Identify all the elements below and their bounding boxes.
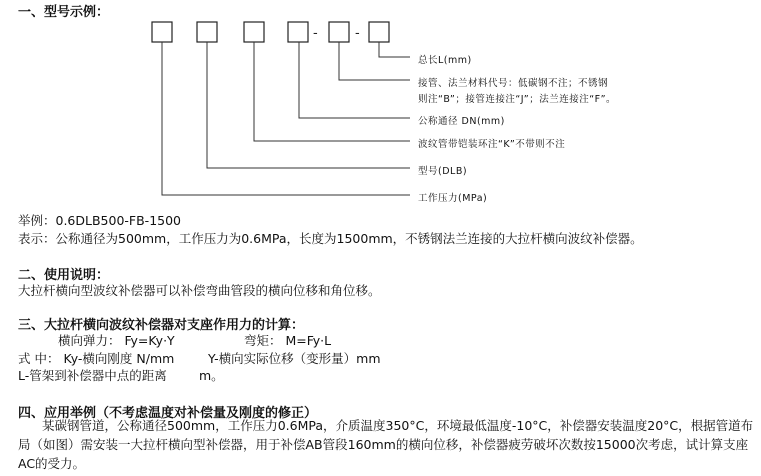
section-4-heading: 四、应用举例（不考虑温度对补偿量及刚度的修正） [18, 406, 318, 421]
code-box-material [329, 22, 349, 42]
dash-2: - [355, 26, 360, 41]
label-pressure: 工作压力(MPa) [418, 193, 488, 204]
section-2-heading: 二、使用说明： [18, 268, 110, 283]
legend-displacement: Y-横向实际位移（变形量）mm [208, 351, 381, 366]
example-line-1: 举例：0.6DLB500-FB-1500 [18, 213, 182, 228]
legend-stiffness: 式 中： Ky-横向刚度 N/mm [18, 351, 175, 366]
legend-distance-unit: m。 [199, 368, 224, 383]
formula-moment: 弯矩： M=Fy·L [244, 333, 332, 348]
dash-1: - [313, 26, 318, 41]
label-material-1: 接管、法兰材料代号：低碳钢不注；不锈钢 [418, 78, 609, 89]
leader-length [379, 42, 410, 57]
code-box-armor [288, 22, 308, 42]
formula-lateral-force: 横向弹力： Fy=Ky·Y [58, 333, 175, 348]
example-line-2: 表示：公称通径为500mm，工作压力为0.6MPa，长度为1500mm，不锈钢法兰连接的大拉杆横向波纹补偿器。 [18, 231, 643, 246]
model-code-diagram [0, 0, 761, 210]
leader-material [339, 42, 410, 80]
section-1-heading: 一、型号示例： [18, 5, 110, 20]
legend-distance: L-管架到补偿器中点的距离 [18, 368, 167, 383]
label-material-2: 则注“B”；接管连接注“J”；法兰连接注“F”。 [418, 94, 617, 105]
label-length: 总长L(mm) [418, 55, 472, 66]
code-box-length [369, 22, 389, 42]
label-armor: 波纹管带铠装环注“K”不带则不注 [418, 139, 566, 150]
section-3-heading: 三、大拉杆横向波纹补偿器对支座作用力的计算： [18, 318, 305, 333]
code-box-model [197, 22, 217, 42]
label-model: 型号(DLB) [418, 166, 468, 177]
code-box-diameter [244, 22, 264, 42]
code-box-pressure [152, 22, 172, 42]
label-diameter: 公称通径 DN(mm) [418, 116, 505, 127]
section-4-text: 某碳钢管道，公称通径500mm，工作压力0.6MPa，介质温度350°C，环境最低温度-10°C，补偿器安装温度20°C，根据管道布局（如图）需安装一大拉杆横向型补偿器，用于补偿AB管段160mm的横向位移，补偿器疲劳破坏次数按15000次考虑，试计算支座AC的受力。 [18, 418, 754, 471]
leader-model [207, 42, 410, 168]
section-2-text: 大拉杆横向型波纹补偿器可以补偿弯曲管段的横向位移和角位移。 [18, 283, 381, 298]
